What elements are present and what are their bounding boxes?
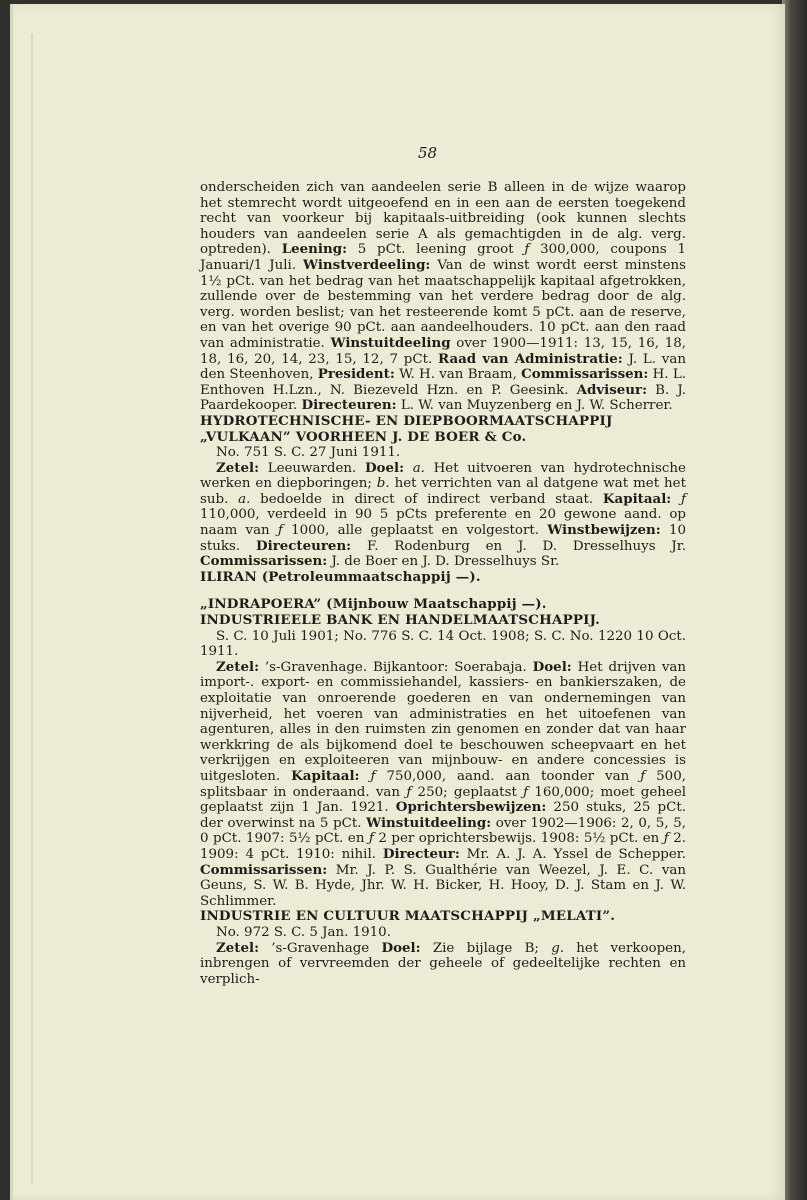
registration-vulkaan: No. 751 S. C. 27 Juni 1911. bbox=[216, 445, 401, 461]
entry-vulkaan: Zetel: Leeuwarden. Doel: a. Het uitvoeren van hydrotechnische werken en diepboringen; b. het verrichten van al datgene wat met het sub. a. bedoelde in direct of indirect verband staat. Kapitaal: ƒ 110,000, verdeeld in 90 5 pCts preferente en 20 gewone aand. op naam van ƒ 1000, alle geplaatst en volgestort. Winstbewijzen: 10 stuks. Directeuren: F. Rodenburg en J. D. Dresselhuys Jr. Commissarissen: J. de Boer en J. D. Dresselhuys Sr. bbox=[200, 459, 686, 570]
label-winstverdeeling: Winstverdeeling: bbox=[303, 256, 431, 273]
page-content bbox=[200, 180, 686, 987]
heading-iliran: ILIRAN (Petroleummaatschappij —). bbox=[200, 568, 481, 585]
label-adviseur: Adviseur: bbox=[576, 381, 648, 398]
label-commissarissen: Commissarissen: bbox=[521, 366, 649, 383]
label-directeuren: Directeuren: bbox=[301, 397, 397, 414]
label-leening: Leening: bbox=[281, 241, 348, 258]
page-number: 58 bbox=[418, 144, 438, 162]
heading-vulkaan: HYDROTECHNISCHE- EN DIEPBOORMAATSCHAPPIJ „VULKAAN” VOORHEEN J. DE BOER & Co. bbox=[200, 412, 613, 445]
entry-industrieele-bank: Zetel: ’s-Gravenhage. Bijkantoor: Soerabaja. Doel: Het drijven van import-. export- en commissiehandel, kassiers- en bankierszaken, de exploitatie van onroerende goederen en van ondernemingen van nijverheid, het voeren van administraties en het uitoefenen van agenturen, alles in den ruimsten zin genomen en zonder dat van haar werkkring de als bijkomend doel te beschouwen scheepvaart en het verkrijgen en exploiteeren van mijnbouw- en andere concessies is uitgesloten. Kapitaal: ƒ 750,000, aand. aan toonder van ƒ 500, splitsbaar in onderaand. van ƒ 250; geplaatst ƒ 160,000; moet geheel geplaatst zijn 1 Jan. 1921. Oprichtersbewijzen: 250 stuks, 25 pCt. der overwinst na 5 pCt. Winstuitdeeling: over 1902—1906: 2, 0, 5, 5, 0 pCt. 1907: 5½ pCt. en ƒ 2 per oprichtersbewijs. 1908: 5½ pCt. en ƒ 2. 1909: 4 pCt. 1910: nihil. Directeur: Mr. A. J. A. Yssel de Schepper. Commissarissen: Mr. J. P. S. Gualthérie van Weezel, J. E. C. van Geuns, S. W. B. Hyde, Jhr. W. H. Bicker, H. Hooy, D. J. Stam en J. W. Schlimmer. bbox=[200, 658, 687, 909]
heading-industrieele-bank: INDUSTRIEELE BANK EN HANDELMAATSCHAPPIJ. bbox=[200, 612, 600, 629]
page-gutter bbox=[31, 34, 33, 1184]
label-winstuitdeeling: Winstuitdeeling bbox=[330, 334, 451, 351]
label-raad-van-administratie: Raad van Administratie: bbox=[438, 350, 623, 367]
label-president: President: bbox=[317, 366, 395, 383]
entry-melati: Zetel: ’s-Gravenhage Doel: Zie bijlage B; g. het verkoopen, inbrengen of vervreemden der geheele of gedeeltelijke rechten en verplich- bbox=[200, 939, 686, 987]
heading-melati: INDUSTRIE EN CULTUUR MAATSCHAPPIJ „MELATI”. bbox=[200, 908, 616, 925]
heading-indrapoera: „INDRAPOERA” (Mijnbouw Maatschappij —). bbox=[200, 596, 547, 613]
registration-melati: No. 972 S. C. 5 Jan. 1910. bbox=[216, 924, 391, 940]
book-edge bbox=[782, 0, 807, 1200]
registration-industrieele-bank: S. C. 10 Juli 1901; No. 776 S. C. 14 Oct. 1908; S. C. No. 1220 10 Oct. 1911. bbox=[200, 628, 686, 660]
continued-paragraph: onderscheiden zich van aandeelen serie B alleen in de wijze waarop het stemrecht wordt uitgeoefend en in een aan de eersten toegekend recht van voorkeur bij kapitaals-uitbreiding (ook kunnen slechts houders van aandeelen serie A als gemachtigden in de alg. verg. optreden). Leening: 5 pCt. leening groot ƒ 300,000, coupons 1 Januari/1 Juli. Winstverdeeling: Van de winst wordt eerst minstens 1½ pCt. van het bedrag van het maatschappelijk kapitaal afgetrokken, zullende over de bestemming van het verdere bedrag door de alg. verg. worden beslist; van het resteerende komt 5 pCt. aan de reserve, en van het overige 90 pCt. aan aandeelhouders. 10 pCt. aan den raad van administratie. Winstuitdeeling over 1900—1911: 13, 15, 16, 18, 18, 16, 20, 14, 23, 15, 12, 7 pCt. Raad van Administratie: J. L. van den Steenhoven, President: W. H. van Braam, Commissarissen: H. L. Enthoven H.Lzn., N. Biezeveld Hzn. en P. Geesink. Adviseur: B. J. Paardekooper. Directeuren: L. W. van Muyzenberg en J. W. Scherrer. bbox=[200, 180, 687, 414]
